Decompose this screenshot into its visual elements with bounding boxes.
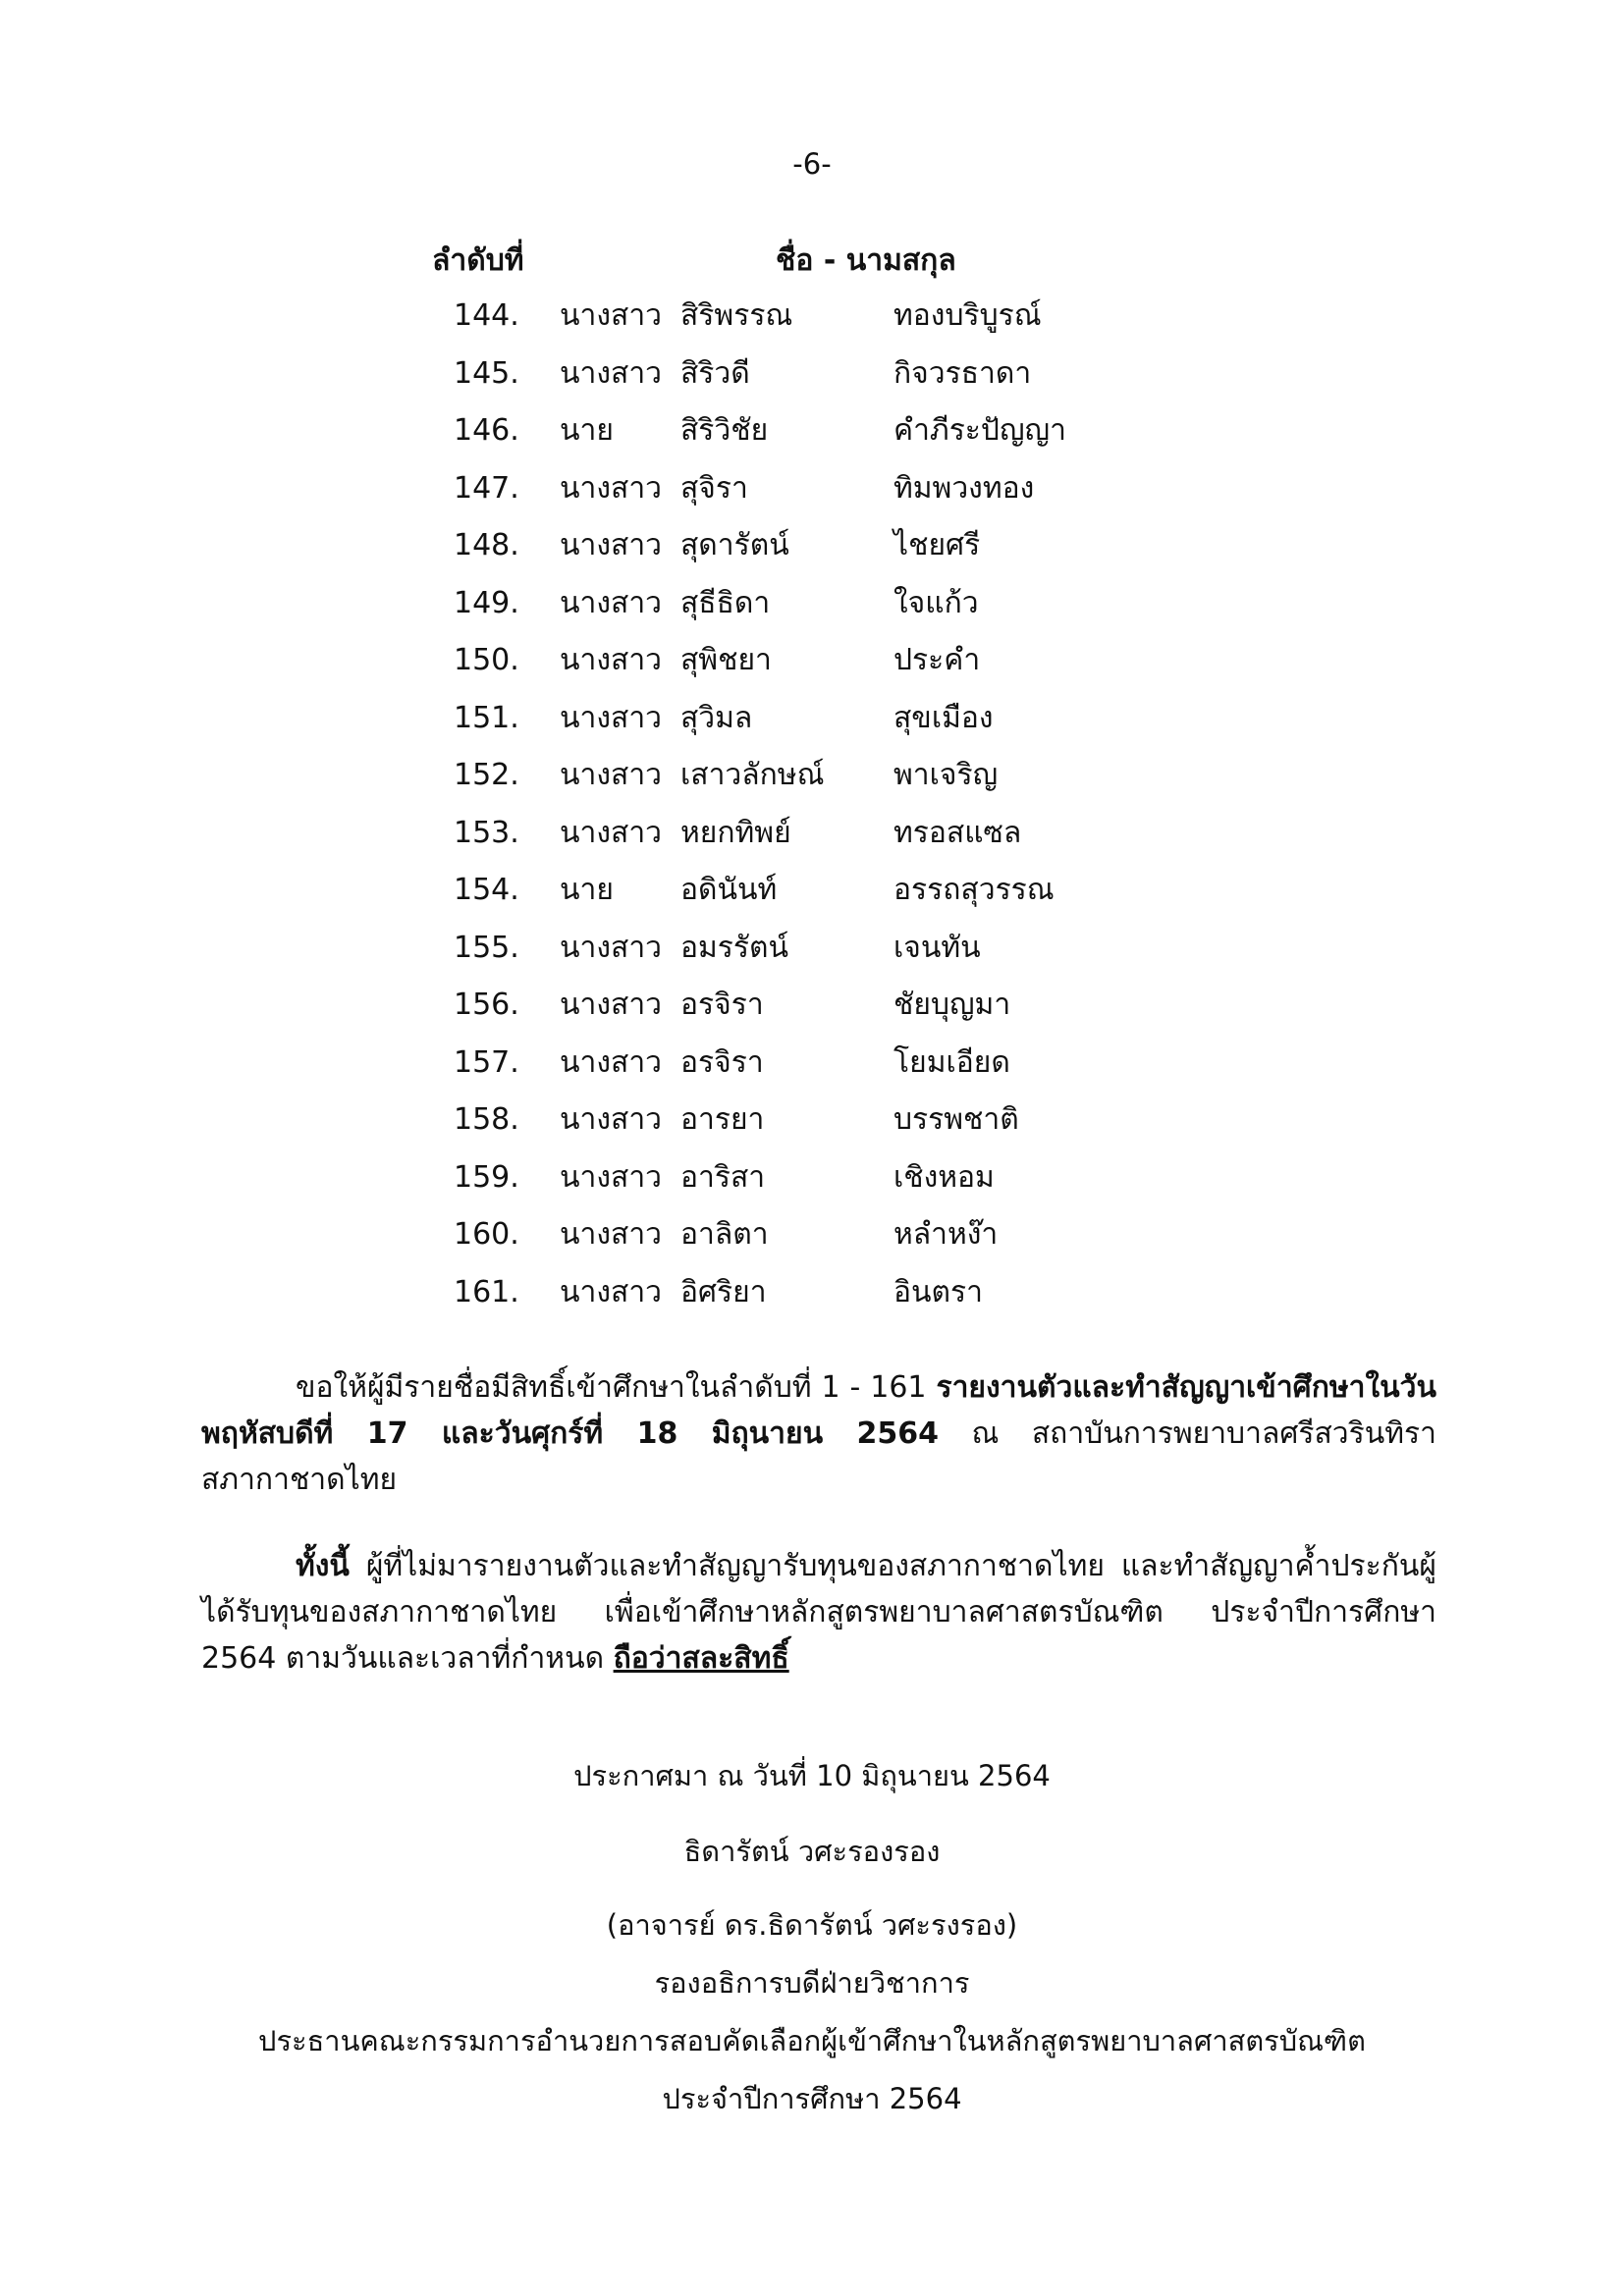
row-title: นางสาว (560, 1102, 663, 1137)
row-number: 161. (454, 1274, 519, 1309)
list-item (0, 984, 1624, 1041)
row-last-name: อรรถสุวรรณ (893, 873, 1055, 907)
row-title: นางสาว (560, 355, 663, 391)
page-number: -6- (792, 147, 832, 181)
row-title: นาย (560, 873, 614, 907)
row-title: นางสาว (560, 988, 663, 1022)
list-item (0, 1156, 1624, 1214)
name-list (0, 294, 1624, 1328)
row-last-name: เชิงหอม (893, 1159, 995, 1195)
instruction-lead: ขอให้ผู้มีรายชื่อมีสิทธิ์เข้าศึกษาในลำดับที่ 1 - 161 (296, 1370, 937, 1405)
row-last-name: ชัยบุญมา (893, 988, 1011, 1022)
list-item (0, 927, 1624, 985)
row-first-name: สิริวดี (680, 355, 750, 391)
row-title: นางสาว (560, 470, 663, 506)
row-title: นางสาว (560, 1044, 663, 1080)
row-number: 150. (454, 643, 519, 677)
report-instruction-paragraph (201, 1364, 1436, 1503)
row-last-name: อินตรา (893, 1274, 983, 1309)
row-first-name: อาริสา (680, 1159, 766, 1195)
row-title: นางสาว (560, 1217, 663, 1252)
row-title: นางสาว (560, 528, 663, 562)
signature: ธิดารัตน์ วศะรองรอง (683, 1835, 941, 1868)
row-last-name: เจนทัน (893, 930, 981, 965)
list-item (0, 409, 1624, 467)
row-title: นางสาว (560, 1274, 663, 1309)
row-first-name: หยกทิพย์ (680, 815, 791, 850)
academic-year: ประจำปีการศึกษา 2564 (662, 2082, 962, 2115)
row-title: นางสาว (560, 930, 663, 965)
list-item (0, 1213, 1624, 1271)
row-number: 154. (454, 873, 519, 907)
row-first-name: สุจิรา (680, 470, 748, 506)
row-last-name: คำภีระปัญญา (893, 413, 1066, 448)
row-number: 147. (454, 470, 519, 506)
row-number: 144. (454, 298, 519, 333)
list-header (0, 238, 1624, 281)
row-title: นางสาว (560, 1159, 663, 1195)
row-first-name: อรจิรา (680, 1044, 764, 1080)
announce-date: ประกาศมา ณ วันที่ 10 มิถุนายน 2564 (573, 1759, 1051, 1792)
row-first-name: สุธีธิดา (680, 585, 771, 620)
row-title: นาย (560, 413, 614, 448)
row-last-name: ทองบริบูรณ์ (893, 298, 1042, 333)
row-number: 156. (454, 988, 519, 1022)
row-title: นางสาว (560, 758, 663, 792)
instruction-date-bold: รายงานตัวและทำสัญญาเข้าศึกษาในวันพฤหัสบดีที่ 17 และวันศุกร์ที่ 18 มิถุนายน 2564 (201, 1370, 1436, 1451)
header-order: ลำดับที่ (432, 243, 524, 278)
row-first-name: อารยา (680, 1102, 765, 1137)
row-number: 160. (454, 1217, 519, 1252)
row-number: 153. (454, 815, 519, 850)
list-item (0, 524, 1624, 582)
row-title: นางสาว (560, 298, 663, 333)
row-first-name: สุวิมล (680, 700, 753, 735)
notice-forfeit: ถือว่าสละสิทธิ์ (613, 1641, 789, 1676)
row-last-name: โยมเอียด (893, 1044, 1010, 1080)
row-last-name: ไชยศรี (893, 528, 981, 562)
row-number: 155. (454, 930, 519, 965)
row-last-name: ประคำ (893, 643, 981, 677)
row-number: 148. (454, 528, 519, 562)
forfeit-notice-paragraph (201, 1543, 1436, 1682)
list-item (0, 294, 1624, 352)
row-first-name: สิริพรรณ (680, 298, 793, 333)
list-item (0, 352, 1624, 410)
list-item (0, 639, 1624, 697)
list-item (0, 582, 1624, 640)
list-item (0, 869, 1624, 927)
instruction-tail: ณ สถาบันการพยาบาลศรีสวรินทิรา สภากาชาดไทย (201, 1416, 1436, 1497)
row-title: นางสาว (560, 585, 663, 620)
row-last-name: สุขเมือง (893, 700, 994, 735)
row-first-name: สุดารัตน์ (680, 528, 789, 562)
row-last-name: ทรอสแซล (893, 815, 1022, 850)
notice-lead-bold: ทั้งนี้ (296, 1549, 350, 1583)
row-first-name: เสาวลักษณ์ (680, 758, 825, 792)
row-last-name: กิจวรธาดา (893, 355, 1032, 391)
list-item (0, 467, 1624, 525)
row-number: 152. (454, 758, 519, 792)
row-last-name: ใจแก้ว (893, 585, 979, 620)
list-item (0, 1041, 1624, 1099)
header-name: ชื่อ - นามสกุล (776, 243, 956, 278)
row-first-name: อิศริยา (680, 1274, 767, 1309)
row-number: 158. (454, 1102, 519, 1137)
list-item (0, 697, 1624, 755)
row-last-name: หลำหง๊า (893, 1217, 999, 1252)
row-first-name: สิริวิชัย (680, 413, 769, 448)
signatory-position: รองอธิการบดีฝ่ายวิชาการ (654, 1966, 970, 2000)
row-first-name: สุพิชยา (680, 643, 772, 677)
row-first-name: อรจิรา (680, 988, 764, 1022)
row-title: นางสาว (560, 643, 663, 677)
row-title: นางสาว (560, 815, 663, 850)
row-number: 145. (454, 355, 519, 391)
row-number: 157. (454, 1044, 519, 1080)
row-first-name: อมรรัตน์ (680, 930, 789, 965)
list-item (0, 1271, 1624, 1329)
list-item (0, 754, 1624, 812)
signatory-full-name: (อาจารย์ ดร.ธิดารัตน์ วศะรงรอง) (606, 1908, 1018, 1942)
row-number: 149. (454, 585, 519, 620)
row-last-name: พาเจริญ (893, 758, 999, 792)
row-number: 151. (454, 700, 519, 735)
row-last-name: บรรพชาติ (893, 1102, 1019, 1137)
row-number: 146. (454, 413, 519, 448)
committee-title: ประธานคณะกรรมการอำนวยการสอบคัดเลือกผู้เข้าศึกษาในหลักสูตรพยาบาลศาสตรบัณฑิต (258, 2024, 1366, 2057)
row-title: นางสาว (560, 700, 663, 735)
row-first-name: อาลิตา (680, 1217, 769, 1252)
list-item (0, 812, 1624, 870)
row-first-name: อดินันท์ (680, 873, 778, 907)
list-item (0, 1098, 1624, 1156)
row-last-name: ทิมพวงทอง (893, 470, 1035, 506)
notice-body: ผู้ที่ไม่มารายงานตัวและทำสัญญารับทุนของสภากาชาดไทย และทำสัญญาค้ำประกันผู้ได้รับทุนของสภากาชาดไทย เพื่อเข้าศึกษาหลักสูตรพยาบาลศาสตรบัณฑิต ประจำปีการศึกษา 2564 ตามวันและเวลาที่กำหนด (201, 1549, 1436, 1676)
row-number: 159. (454, 1159, 519, 1195)
